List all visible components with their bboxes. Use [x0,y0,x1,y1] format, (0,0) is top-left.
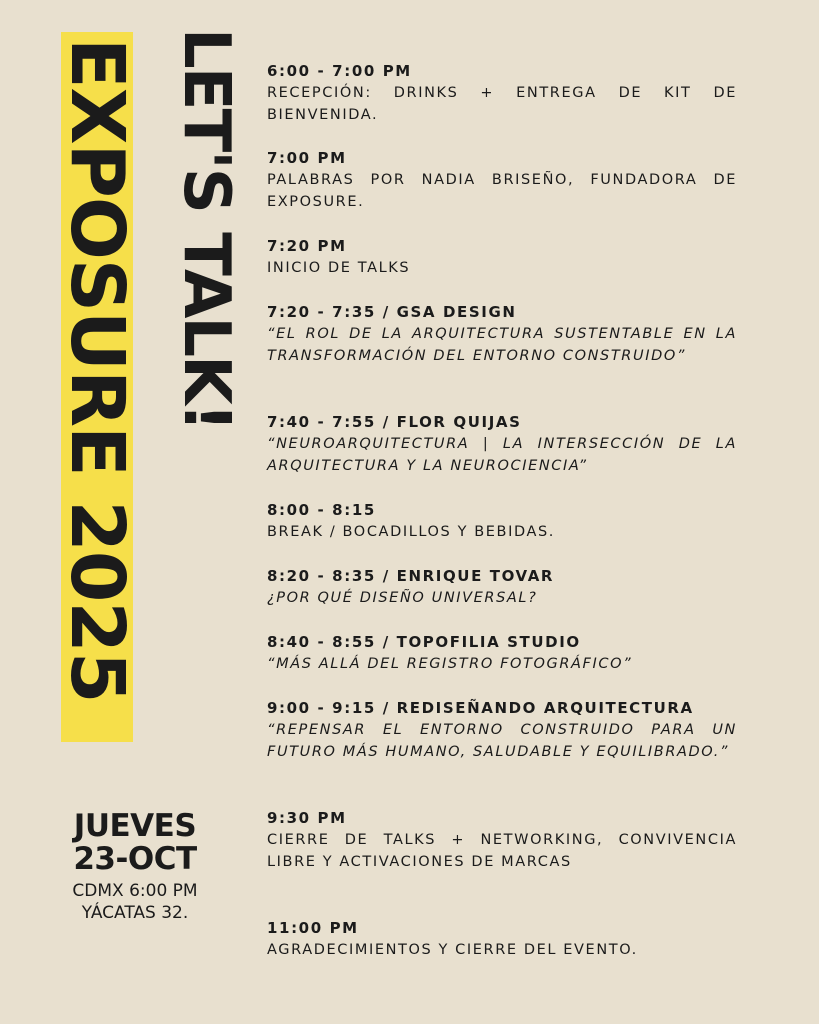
schedule-time: 7:20 PM [267,237,347,255]
schedule-item [267,60,737,126]
schedule-description: “NEUROARQUITECTURA | LA INTERSECCIÓN DE LA ARQUITECTURA Y LA NEUROCIENCIA” [267,436,737,474]
poster-subtitle: LET'S TALK! [169,28,243,430]
schedule-time: 8:00 - 8:15 [267,501,376,519]
schedule-item [267,235,737,279]
schedule-description: “MÁS ALLÁ DEL REGISTRO FOTOGRÁFICO” [267,656,633,672]
schedule-description: RECEPCIÓN: DRINKS + ENTREGA DE KIT DE BIENVENIDA. [267,85,737,123]
schedule-description: INICIO DE TALKS [267,260,411,276]
schedule-time: 6:00 - 7:00 PM [267,62,412,80]
poster-title: EXPOSURE 2025 [54,38,140,703]
event-location-time: CDMX 6:00 PM [72,881,198,901]
schedule-item [267,917,737,961]
schedule-item [267,147,737,213]
schedule-item [267,697,737,763]
schedule-description: ¿POR QUÉ DISEÑO UNIVERSAL? [267,590,538,606]
schedule-item [267,499,737,543]
schedule-time: 9:30 PM [267,809,347,827]
event-date-block [40,810,230,924]
schedule-time: 8:20 - 8:35 / ENRIQUE TOVAR [267,567,555,585]
event-day: JUEVES [73,808,197,844]
schedule-item [267,631,737,675]
schedule-description: BREAK / BOCADILLOS Y BEBIDAS. [267,524,556,540]
event-address: YÁCATAS 32. [81,903,189,923]
schedule-time: 8:40 - 8:55 / TOPOFILIA STUDIO [267,633,581,651]
schedule-description: CIERRE DE TALKS + NETWORKING, CONVIVENCIA LIBRE Y ACTIVACIONES DE MARCAS [267,832,737,870]
schedule-description: “EL ROL DE LA ARQUITECTURA SUSTENTABLE EN LA TRANSFORMACIÓN DEL ENTORNO CONSTRUIDO” [267,326,737,364]
schedule-item [267,565,737,609]
schedule-time: 9:00 - 9:15 / REDISEÑANDO ARQUITECTURA [267,699,694,717]
schedule-time: 7:40 - 7:55 / FLOR QUIJAS [267,413,522,431]
schedule-item [267,807,737,873]
schedule-time: 7:20 - 7:35 / GSA DESIGN [267,303,517,321]
schedule-time: 11:00 PM [267,919,359,937]
schedule-description: AGRADECIMIENTOS Y CIERRE DEL EVENTO. [267,942,638,958]
schedule-description: “REPENSAR EL ENTORNO CONSTRUIDO PARA UN FUTURO MÁS HUMANO, SALUDABLE Y EQUILIBRADO.” [267,722,737,760]
schedule-item [267,411,737,477]
schedule-description: PALABRAS POR NADIA BRISEÑO, FUNDADORA DE EXPOSURE. [267,172,737,210]
schedule-item [267,301,737,367]
schedule-time: 7:00 PM [267,149,347,167]
event-date: 23-OCT [73,841,197,877]
